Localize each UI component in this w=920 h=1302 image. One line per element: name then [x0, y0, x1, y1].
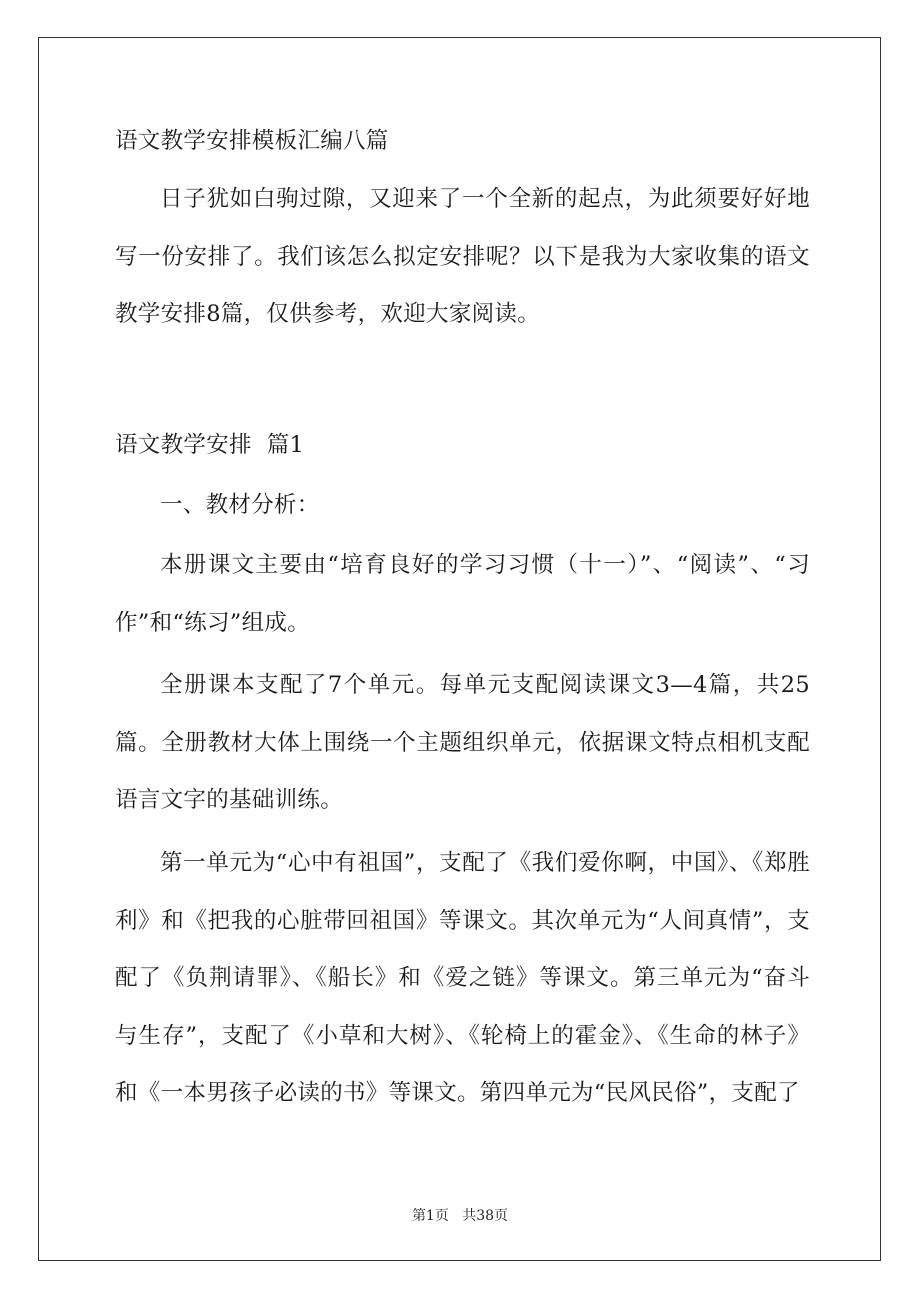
body-paragraph: 全册课本支配了7个单元。每单元支配阅读课文3—4篇，共25篇。全册教材大体上围绕一个主题组织单元，依据课文特点相机支配语言文字的基础训练。 [115, 672, 810, 813]
section-heading: 语文教学安排 篇1 [115, 432, 305, 458]
body-paragraph: 第一单元为“心中有祖国”，支配了《我们爱你啊，中国》、《郑胜利》和《把我的心脏带回祖国》等课文。其次单元为“人间真情”，支配了《负荆请罪》、《船长》和《爱之链》等课文。第三单元为“奋斗与生存”，支配了《小草和大树》、《轮椅上的霍金》、《生命的林子》和《一本男孩子必读的书》等课文。第四单元为“民风民俗”，支配了 [115, 850, 810, 1106]
intro-paragraph: 日子犹如白驹过隙，又迎来了一个全新的起点，为此须要好好地写一份安排了。我们该怎么拟定安排呢？以下是我为大家收集的语文教学安排8篇，仅供参考，欢迎大家阅读。 [115, 186, 810, 327]
body-paragraph: 本册课文主要由“培育良好的学习习惯（十一）”、“阅读”、“习作”和“练习”组成。 [115, 552, 810, 636]
total-pages: 共38页 [462, 1208, 509, 1224]
part-heading: 一、教材分析： [160, 492, 320, 518]
document-title: 语文教学安排模板汇编八篇 [115, 128, 389, 154]
page-footer [0, 1206, 920, 1226]
page-number: 第1页 [411, 1208, 449, 1224]
